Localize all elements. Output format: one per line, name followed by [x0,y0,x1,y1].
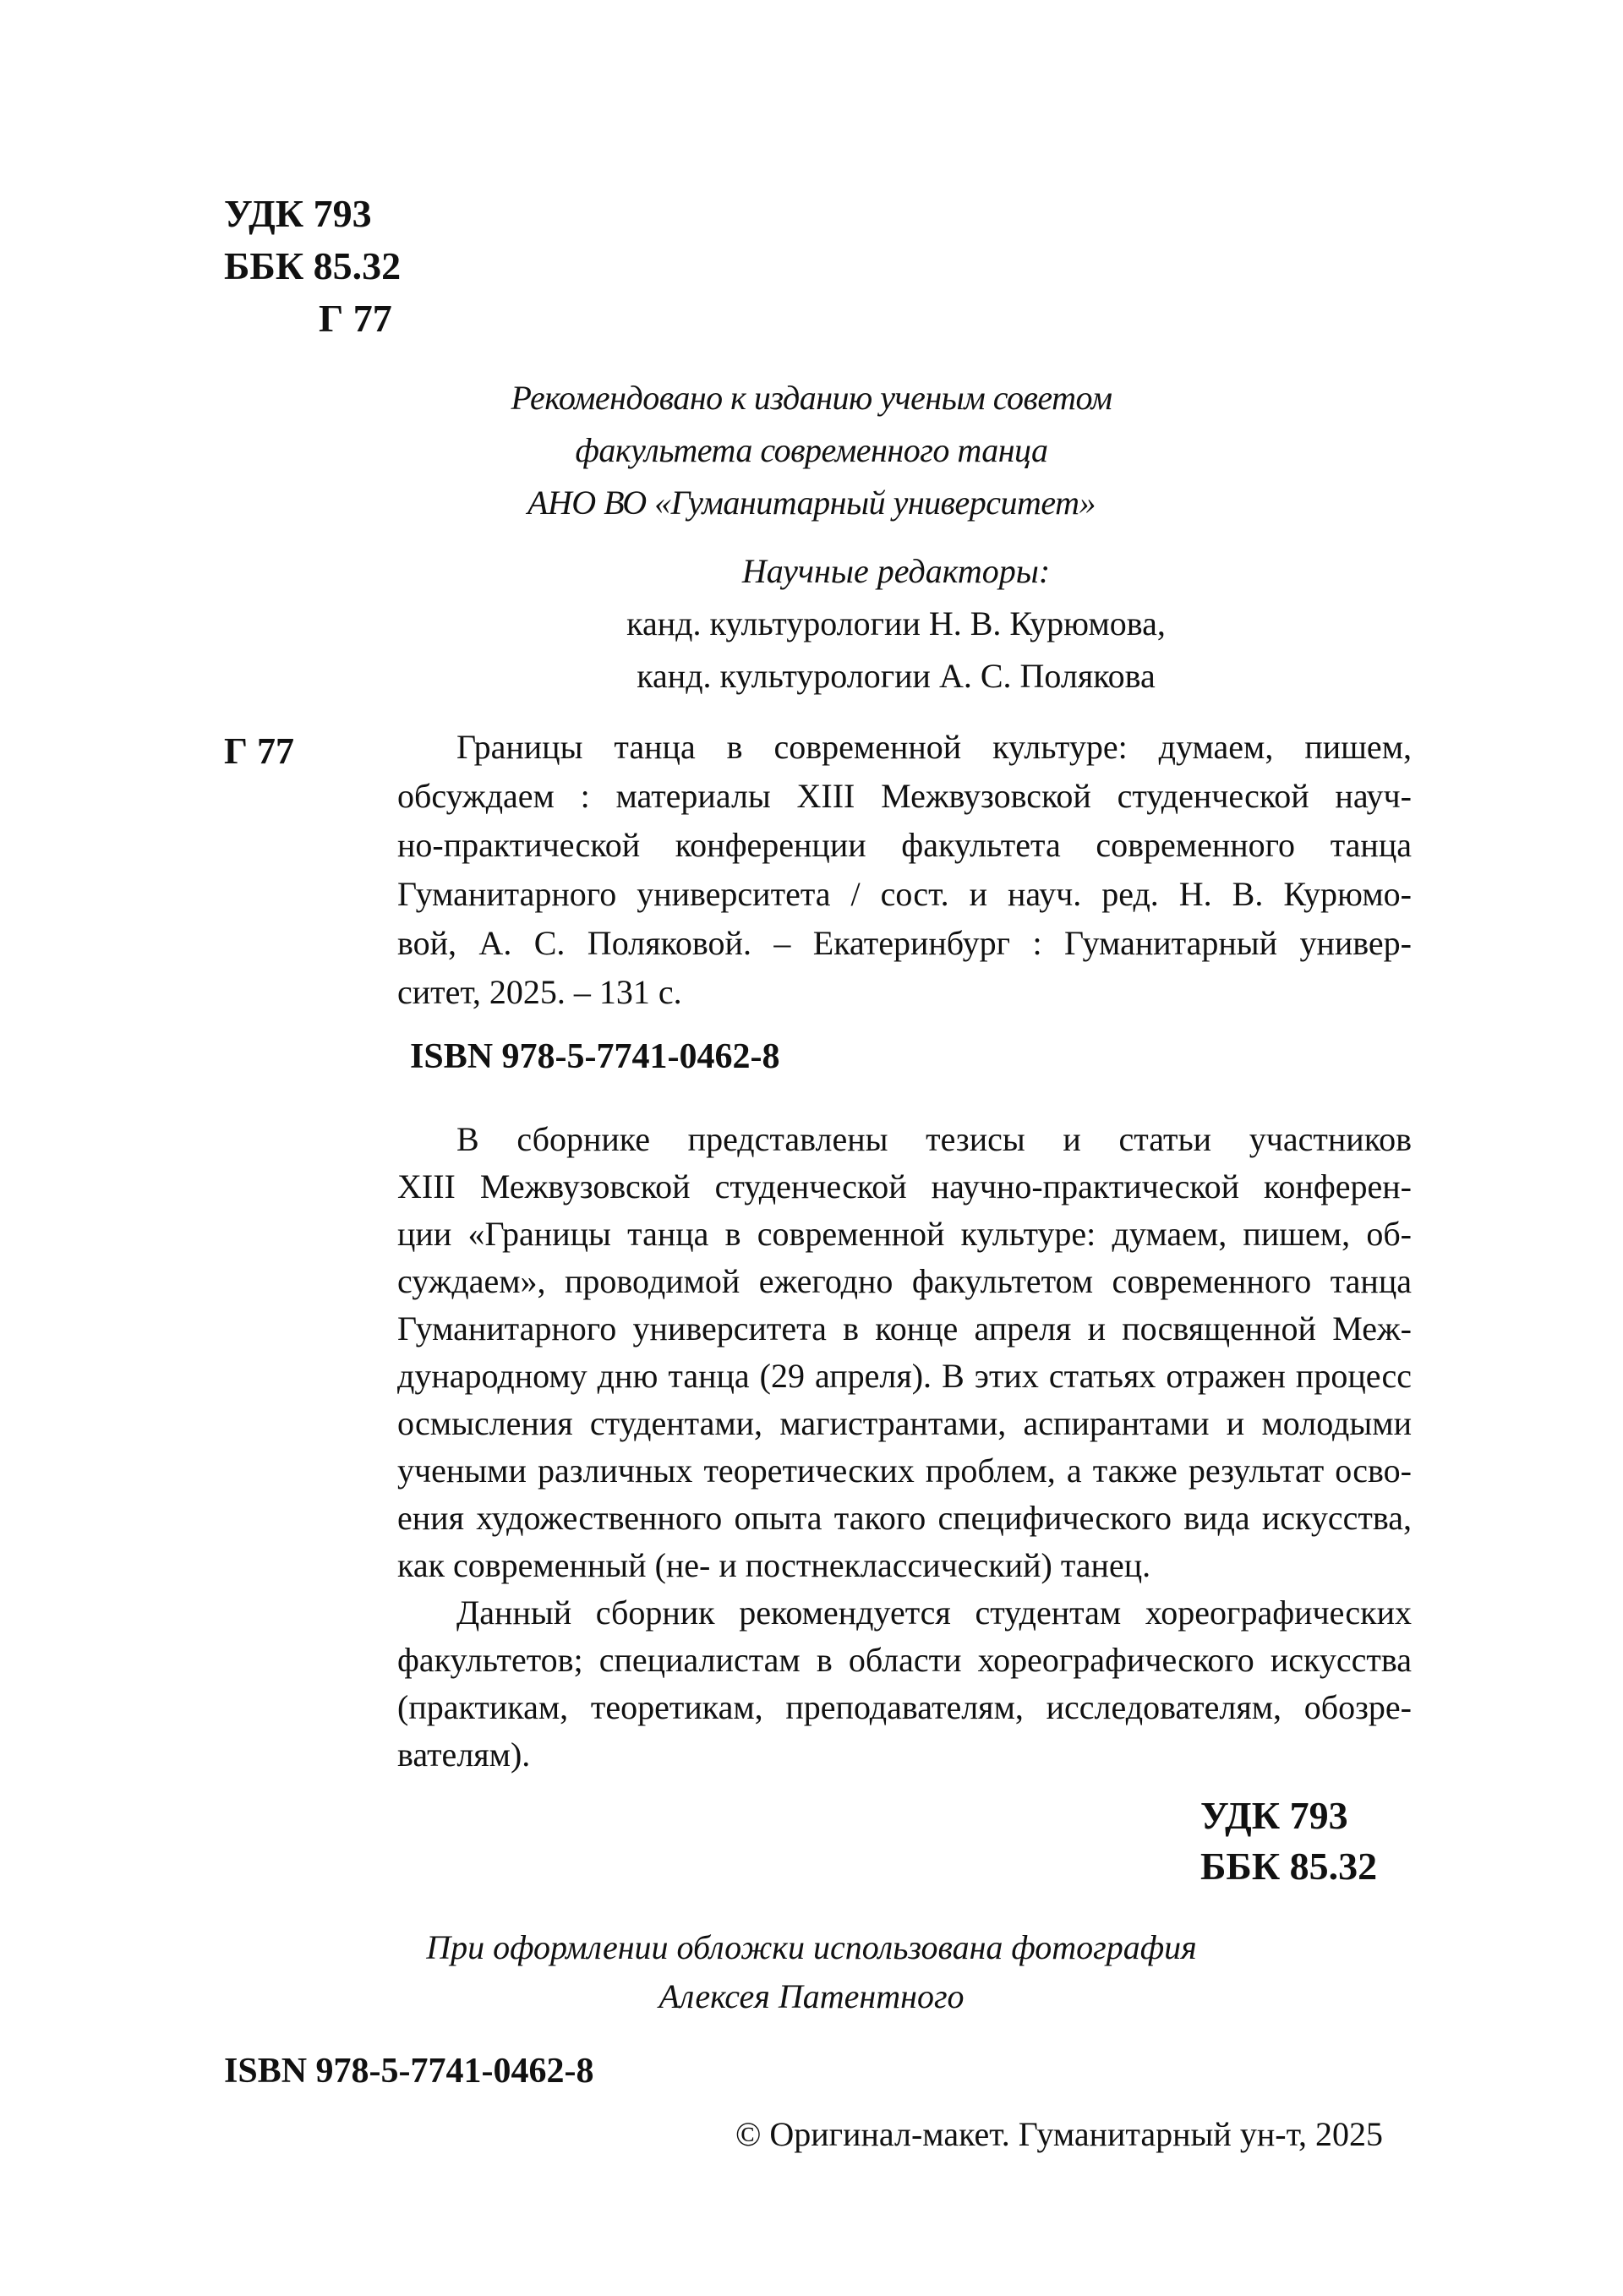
copyright-notice: © Оригинал-макет. Гуманитарный ун-т, 2025 [735,2115,1384,2153]
editors-label: Научные редакторы: [741,552,1051,590]
abstract-line: дународному дню танца (29 апреля). В этих статьях отражен процесс [397,1357,1412,1395]
recommendation-line: факультета современного танца [575,431,1048,469]
editor-name: канд. культурологии Н. В. Курюмова, [626,604,1166,642]
abstract-line: осмысления студентами, магистрантами, аспирантами и молодыми [397,1404,1412,1442]
abstract-line: ения художественного опыта такого специфического вида искусства, [397,1499,1412,1537]
entry-line: ситет, 2025. – 131 с. [397,973,682,1011]
photo-credit-line: Алексея Патентного [658,1977,965,2015]
abstract-line: вателям). [397,1736,531,1774]
entry-line: вой, А. С. Поляковой. – Екатеринбург : Гуманитарный универ- [397,924,1412,962]
abstract-line: В сборнике представлены тезисы и статьи участников [456,1120,1412,1158]
footer-isbn: ISBN 978-5-7741-0462-8 [224,2052,594,2091]
abstract-line: (практикам, теоретикам, преподавателям, исследователям, обозре- [397,1688,1412,1726]
entry-isbn: ISBN 978-5-7741-0462-8 [410,1037,780,1076]
bbk-code: ББК 85.32 [1200,1845,1378,1888]
udk-code: УДК 793 [1200,1794,1348,1837]
recommendation-line: АНО ВО «Гуманитарный университет» [527,484,1096,522]
photo-credit-line: При оформлении обложки использована фотография [426,1928,1197,1966]
entry-line: обсуждаем : материалы XIII Межвузовской студенческой науч- [397,777,1412,815]
entry-line: Границы танца в современной культуре: думаем, пишем, [456,728,1412,766]
entry-line: но-практической конференции факультета современного танца [397,826,1412,864]
abstract-line: ции «Границы танца в современной культуре: думаем, пишем, об- [397,1215,1412,1253]
photo-credit [338,1923,1285,2021]
abstract-line: Гуманитарного университета в конце апреля и посвященной Меж- [397,1309,1412,1348]
entry-line: Гуманитарного университета / сост. и науч. ред. Н. В. Курюмо- [397,875,1412,913]
bbk-code: ББК 85.32 [224,244,402,287]
footer-classification-codes [1200,1790,1377,1892]
abstract-line: суждаем», проводимой ежегодно факультетом современного танца [397,1262,1412,1300]
abstract-line: как современный (не- и постнеклассический) танец. [397,1546,1151,1584]
abstract-line: факультетов; специалистам в области хореографического искусства [397,1641,1412,1679]
bibliographic-entry [397,723,1412,1017]
udk-code: УДК 793 [224,192,372,235]
recommendation-line: Рекомендовано к изданию ученым советом [511,379,1112,417]
publication-recommendation [338,372,1285,529]
abstract [397,1116,1412,1779]
abstract-line: Данный сборник рекомендуется студентам хореографических [456,1594,1412,1632]
editor-name: канд. культурологии А. С. Полякова [637,657,1156,695]
abstract-line: XIII Межвузовской студенческой научно-практической конферен- [397,1167,1412,1205]
author-mark: Г 77 [319,297,392,340]
scientific-editors [423,545,1369,702]
entry-author-mark: Г 77 [224,730,294,772]
classification-codes [224,188,401,345]
abstract-line: учеными различных теоретических проблем, а также результат осво- [397,1451,1412,1490]
